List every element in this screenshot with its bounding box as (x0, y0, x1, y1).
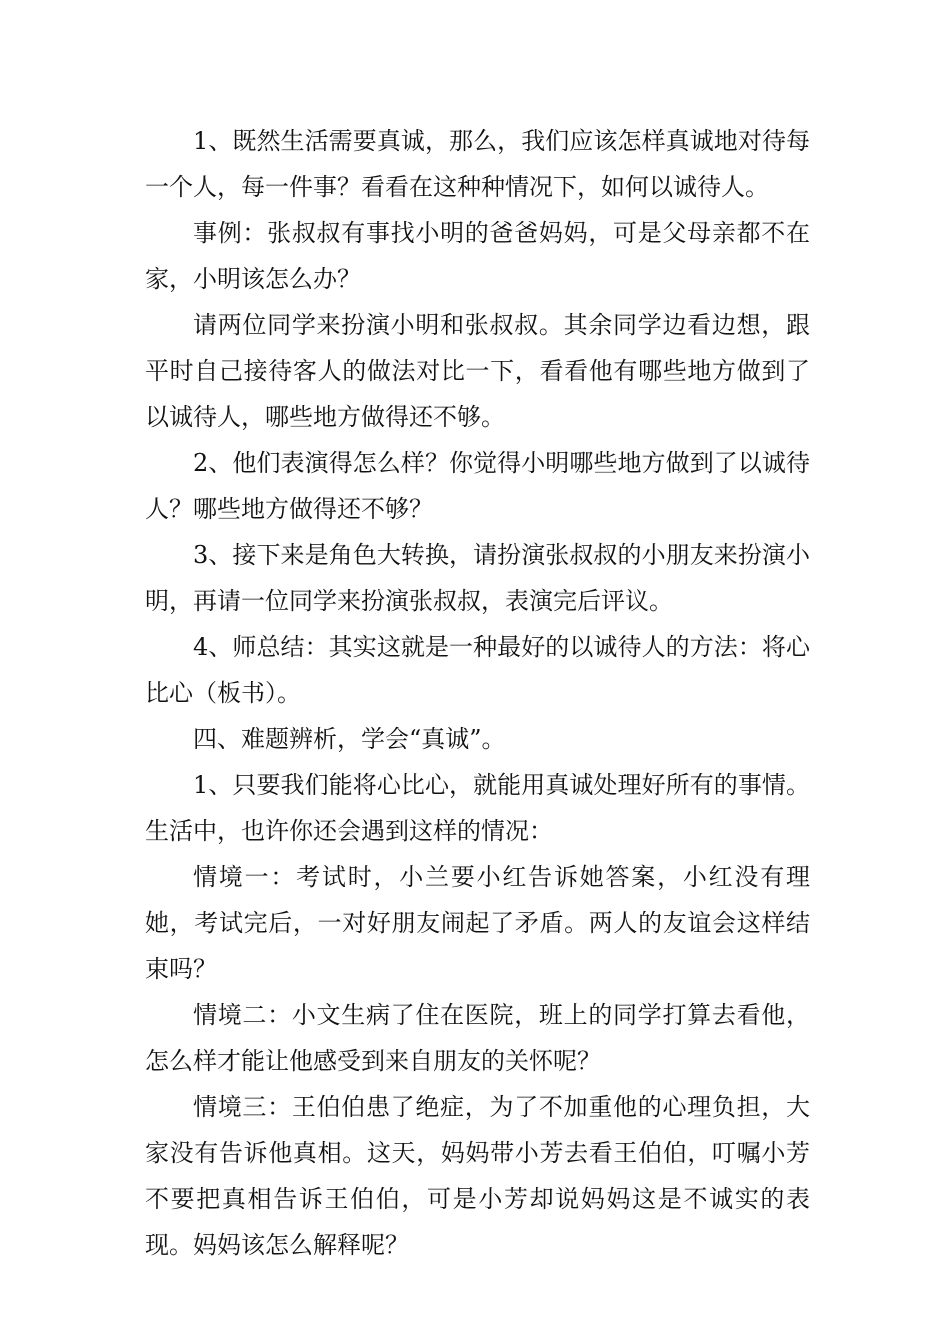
paragraph: 事例：张叔叔有事找小明的爸爸妈妈，可是父母亲都不在家，小明该怎么办？ (145, 219, 810, 293)
paragraph: 2、他们表演得怎么样？你觉得小明哪些地方做到了以诚待人？哪些地方做得还不够？ (145, 449, 810, 523)
paragraph: 情境二：小文生病了住在医院，班上的同学打算去看他，怎么样才能让他感受到来自朋友的关怀呢？ (145, 1001, 810, 1075)
paragraph: 情境三：王伯伯患了绝症，为了不加重他的心理负担，大家没有告诉他真相。这天，妈妈带小芳去看王伯伯，叮嘱小芳不要把真相告诉王伯伯，可是小芳却说妈妈这是不诚实的表现。妈妈该怎么解释呢？ (145, 1093, 810, 1259)
paragraph: 3、接下来是角色大转换，请扮演张叔叔的小朋友来扮演小明，再请一位同学来扮演张叔叔，表演完后评议。 (145, 541, 810, 615)
section-heading: 四、难题辨析，学会“真诚”。 (193, 725, 506, 753)
paragraph: 4、师总结：其实这就是一种最好的以诚待人的方法：将心比心（板书）。 (145, 633, 810, 707)
paragraph: 1、既然生活需要真诚，那么，我们应该怎样真诚地对待每一个人，每一件事？看看在这种种情况下，如何以诚待人。 (145, 127, 810, 201)
paragraph: 1、只要我们能将心比心，就能用真诚处理好所有的事情。生活中，也许你还会遇到这样的情况： (145, 771, 810, 845)
document-body (145, 118, 810, 1268)
paragraph: 情境一：考试时，小兰要小红告诉她答案，小红没有理她，考试完后，一对好朋友闹起了矛盾。两人的友谊会这样结束吗？ (145, 863, 810, 983)
paragraph: 请两位同学来扮演小明和张叔叔。其余同学边看边想，跟平时自己接待客人的做法对比一下，看看他有哪些地方做到了以诚待人，哪些地方做得还不够。 (145, 311, 810, 431)
